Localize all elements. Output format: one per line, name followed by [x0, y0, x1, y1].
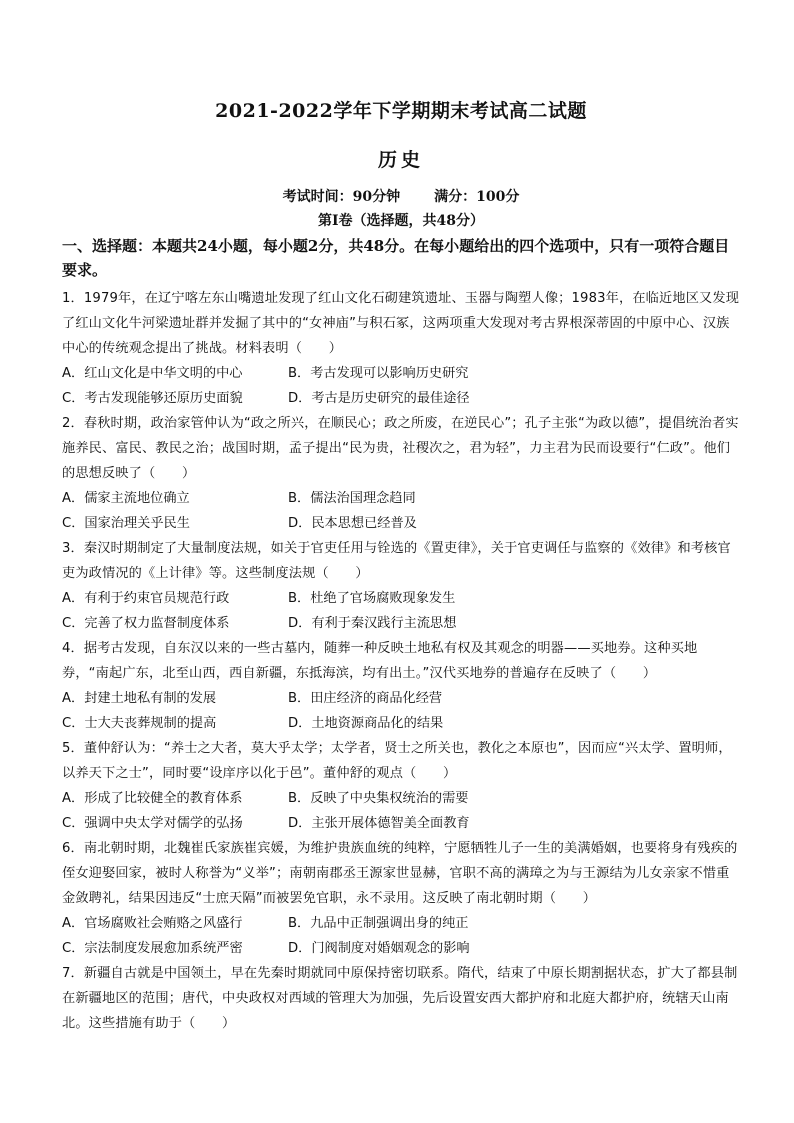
subject-title: 历史 — [377, 149, 424, 171]
question — [62, 286, 740, 411]
option-b: B．考古发现可以影响历史研究 — [288, 366, 469, 381]
question-stem: 4．据考古发现，自东汉以来的一些古墓内，随葬一种反映土地私有权及其观念的明器——买地券。这种买地券，“南起广东，北至山西，西自新疆，东抵海滨，均有出土。”汉代买地券的普遍存在反映了（ ） — [62, 641, 698, 681]
option-a: A．封建土地私有制的发展 — [62, 691, 217, 706]
option-a: A．红山文化是中华文明的中心 — [62, 366, 243, 381]
question-stem: 2．春秋时期，政治家管仲认为“政之所兴，在顺民心；政之所废，在逆民心”；孔子主张“为政以德”，提倡统治者实施养民、富民、教民之治；战国时期，孟子提出“民为贵，社稷次之，君为轻”，力主君为民而设要行“仁政”。他们的思想反映了（ ） — [62, 416, 739, 481]
option-a: A．有利于约束官员规范行政 — [62, 591, 230, 606]
option-a: A．官场腐败社会贿赂之风盛行 — [62, 916, 243, 931]
option-d: D．有利于秦汉践行主流思想 — [288, 616, 457, 631]
options-row — [62, 611, 740, 636]
option-d: D．门阀制度对婚姻观念的影响 — [288, 941, 470, 956]
question-stem: 6．南北朝时期，北魏崔氏家族崔宾媛，为维护贵族血统的纯粹，宁愿牺牲儿子一生的美满婚姻，也要将身有残疾的侄女迎娶回家，被时人称誉为“义举”；南朝南郡丞王源家世显赫，官职不高的满璋之为与王源结为儿女亲家不惜重金敛聘礼，结果因违反“士庶天隔”而被罢免官职，永不录用。这反映了南北朝时期（ ） — [62, 841, 738, 906]
option-d: D．土地资源商品化的结果 — [288, 716, 444, 731]
question — [62, 736, 740, 836]
question-list — [62, 286, 740, 1036]
full-score: 满分：100分 — [434, 189, 520, 205]
question-stem: 1．1979年，在辽宁喀左东山嘴遗址发现了红山文化石砌建筑遗址、玉器与陶塑人像；1983年，在临近地区又发现了红山文化牛河梁遗址群并发掘了其中的“女神庙”与积石冢，这两项重大发现对考古界根深蒂固的中原中心、汉族中心的传统观念提出了挑战。材料表明（ ） — [62, 291, 740, 356]
option-c: C．士大夫丧葬规制的提高 — [62, 716, 217, 731]
option-c: C．强调中央太学对儒学的弘扬 — [62, 816, 243, 831]
exam-time: 考试时间：90分钟 — [282, 189, 401, 205]
option-c: C．考古发现能够还原历史面貌 — [62, 391, 243, 406]
option-d: D．民本思想已经普及 — [288, 516, 417, 531]
option-b: B．田庄经济的商品化经营 — [288, 691, 443, 706]
option-c: C．宗法制度发展愈加系统严密 — [62, 941, 243, 956]
options-row — [62, 911, 740, 936]
question — [62, 836, 740, 961]
option-c: C．国家治理关乎民生 — [62, 516, 190, 531]
option-b: B．九品中正制强调出身的纯正 — [288, 916, 469, 931]
question — [62, 636, 740, 736]
option-d: D．主张开展体德智美全面教育 — [288, 816, 470, 831]
exam-info — [62, 186, 740, 206]
option-a: A．儒家主流地位确立 — [62, 491, 190, 506]
option-b: B．杜绝了官场腐败现象发生 — [288, 591, 456, 606]
options-row — [62, 686, 740, 711]
options-row — [62, 386, 740, 411]
question-stem: 5．董仲舒认为：“养士之大者，莫大乎太学；太学者，贤士之所关也，教化之本原也”，因而应“兴太学、置明师，以养天下之士”，同时要“设庠序以化于邑”。董仲舒的观点（ ） — [62, 741, 732, 781]
question — [62, 536, 740, 636]
options-row — [62, 786, 740, 811]
question-stem: 7．新疆自古就是中国领土，早在先秦时期就同中原保持密切联系。隋代，结束了中原长期割据状态，扩大了都县制在新疆地区的范围；唐代，中央政权对西域的管理大为加强，先后设置安西大都护府和北庭大都护府，统辖天山南北。这些措施有助于（ ） — [62, 966, 738, 1031]
options-row — [62, 361, 740, 386]
option-b: B．反映了中央集权统治的需要 — [288, 791, 469, 806]
option-d: D．考古是历史研究的最佳途径 — [288, 391, 470, 406]
options-row — [62, 711, 740, 736]
volume-heading: 第Ⅰ卷（选择题，共48分） — [317, 213, 485, 229]
options-row — [62, 486, 740, 511]
options-row — [62, 811, 740, 836]
options-row — [62, 511, 740, 536]
option-b: B．儒法治国理念趋同 — [288, 491, 416, 506]
option-c: C．完善了权力监督制度体系 — [62, 616, 230, 631]
options-row — [62, 586, 740, 611]
section-heading: 一、选择题：本题共24小题，每小题2分，共48分。在每小题给出的四个选项中，只有一项符合题目要求。 — [62, 237, 730, 279]
question-stem: 3．秦汉时期制定了大量制度法规，如关于官吏任用与铨选的《置吏律》，关于官吏调任与监察的《效律》和考核官吏为政情况的《上计律》等。这些制度法规（ ） — [62, 541, 731, 581]
question — [62, 411, 740, 536]
options-row — [62, 936, 740, 961]
question — [62, 961, 740, 1036]
exam-title: 2021-2022学年下学期期末考试高二试题 — [215, 100, 587, 122]
option-a: A．形成了比较健全的教育体系 — [62, 791, 243, 806]
